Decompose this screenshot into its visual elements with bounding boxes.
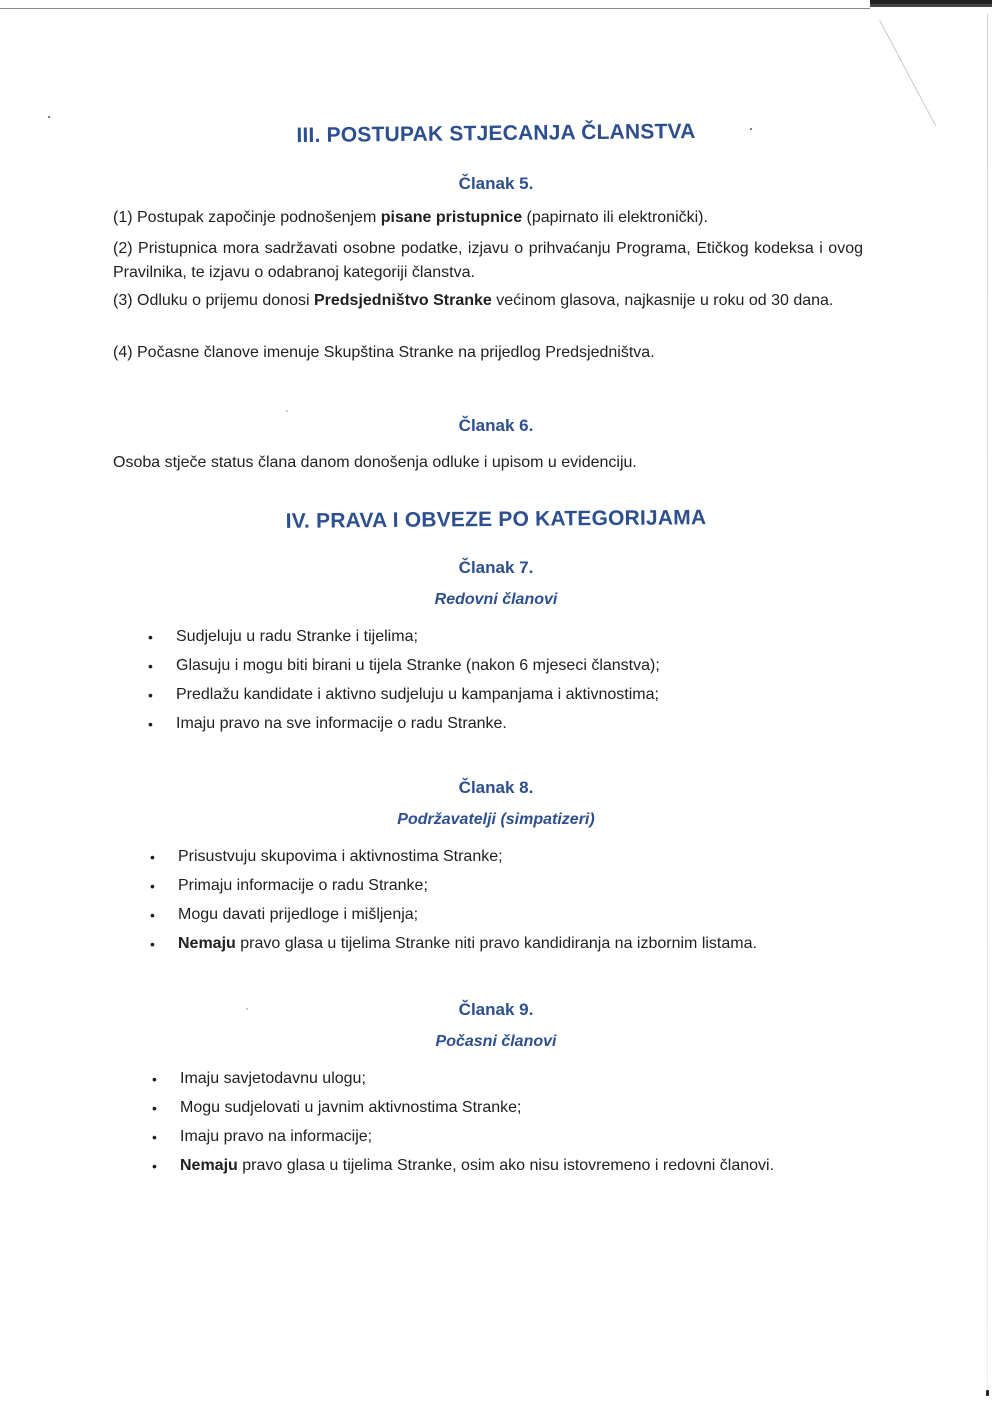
- list-item-text: Mogu davati prijedloge i mišljenja;: [178, 906, 419, 923]
- bullet-icon: •: [152, 1100, 157, 1116]
- paragraph-text: (1) Postupak započinje podnošenjem: [113, 209, 381, 226]
- bullet-icon: •: [152, 1129, 157, 1145]
- list-item-text: pravo glasa u tijelima Stranke niti pravo kandidiranja na izbornim listama.: [235, 935, 757, 952]
- paragraph-text: većinom glasova, najkasnije u roku od 30 dana.: [491, 292, 834, 309]
- scan-speck: [286, 410, 288, 412]
- bullet-icon: •: [148, 687, 153, 703]
- article-title: Članak 5.: [458, 174, 534, 193]
- list-item: [148, 712, 888, 741]
- scan-speck: [986, 1390, 989, 1396]
- scan-border-line: [0, 8, 870, 9]
- list-item: [152, 1125, 892, 1154]
- article-subtitle: Podržavatelji (simpatizeri): [397, 811, 595, 828]
- list-item: [148, 625, 888, 654]
- list-item-text: Imaju savjetodavnu ulogu;: [180, 1070, 366, 1087]
- list-item-bold-text: Nemaju: [178, 935, 236, 952]
- bullet-list: [150, 845, 890, 961]
- article-paragraph: [113, 206, 863, 230]
- list-item-text: Predlažu kandidate i aktivno sudjeluju u kampanjama i aktivnostima;: [176, 686, 659, 703]
- bullet-icon: •: [150, 907, 155, 923]
- article-title: Članak 8.: [458, 778, 534, 797]
- list-item: [150, 932, 890, 961]
- list-item: [152, 1067, 892, 1096]
- list-item-text: Sudjeluju u radu Stranke i tijelima;: [176, 628, 418, 645]
- scan-edge-line: [987, 14, 988, 1394]
- bullet-icon: •: [150, 936, 155, 952]
- bullet-icon: •: [150, 878, 155, 894]
- list-item: [152, 1096, 892, 1125]
- list-item: [148, 654, 888, 683]
- bullet-icon: •: [148, 629, 153, 645]
- article-title: Članak 9.: [458, 1000, 534, 1019]
- article-paragraph: [113, 289, 863, 313]
- article-subtitle: Redovni članovi: [434, 591, 558, 608]
- list-item-bold-text: Nemaju: [180, 1157, 238, 1174]
- bullet-icon: •: [148, 658, 153, 674]
- scan-speck: [48, 116, 50, 118]
- paragraph-bold-text: pisane pristupnice: [380, 209, 523, 226]
- list-item: [148, 683, 888, 712]
- paragraph-text: (3) Odluku o prijemu donosi: [113, 292, 314, 309]
- list-item-text: Primaju informacije o radu Stranke;: [178, 877, 428, 894]
- scan-artifact-line: [879, 20, 936, 126]
- bullet-icon: •: [148, 716, 153, 732]
- bullet-icon: •: [152, 1071, 157, 1087]
- list-item-text: Imaju pravo na sve informacije o radu Stranke.: [176, 715, 507, 732]
- article-title: Članak 7.: [458, 558, 534, 577]
- list-item-text: pravo glasa u tijelima Stranke, osim ako nisu istovremeno i redovni članovi.: [237, 1157, 775, 1174]
- paragraph-text: (papirnato ili elektronički).: [522, 209, 708, 226]
- bullet-icon: •: [150, 849, 155, 865]
- list-item: [152, 1154, 892, 1183]
- list-item: [150, 903, 890, 932]
- article-subtitle: Počasni članovi: [435, 1033, 557, 1050]
- article-title: Članak 6.: [458, 416, 534, 435]
- bullet-icon: •: [152, 1158, 157, 1174]
- article-paragraph: (2) Pristupnica mora sadržavati osobne podatke, izjavu o prihvaćanju Programa, Etičkog kodeksa i ovog Pravilnika, te izjavu o odabranoj kategoriji članstva.: [113, 240, 863, 281]
- list-item-text: Mogu sudjelovati u javnim aktivnostima Stranke;: [180, 1099, 522, 1116]
- article-paragraph: Osoba stječe status člana danom donošenja odluke i upisom u evidenciju.: [113, 454, 637, 471]
- list-item: [150, 845, 890, 874]
- bullet-list: [148, 625, 888, 741]
- list-item-text: Glasuju i mogu biti birani u tijela Stranke (nakon 6 mjeseci članstva);: [176, 657, 660, 674]
- chapter-title: IV. PRAVA I OBVEZE PO KATEGORIJAMA: [285, 506, 707, 533]
- list-item-text: Prisustvuju skupovima i aktivnostima Stranke;: [178, 848, 503, 865]
- scan-corner-mark: [870, 0, 992, 14]
- bullet-list: [152, 1067, 892, 1183]
- list-item: [150, 874, 890, 903]
- chapter-title: III. POSTUPAK STJECANJA ČLANSTVA: [296, 119, 696, 148]
- article-paragraph: (4) Počasne članove imenuje Skupština Stranke na prijedlog Predsjedništva.: [113, 344, 655, 361]
- list-item-text: Imaju pravo na informacije;: [180, 1128, 373, 1145]
- paragraph-bold-text: Predsjedništvo Stranke: [313, 292, 492, 309]
